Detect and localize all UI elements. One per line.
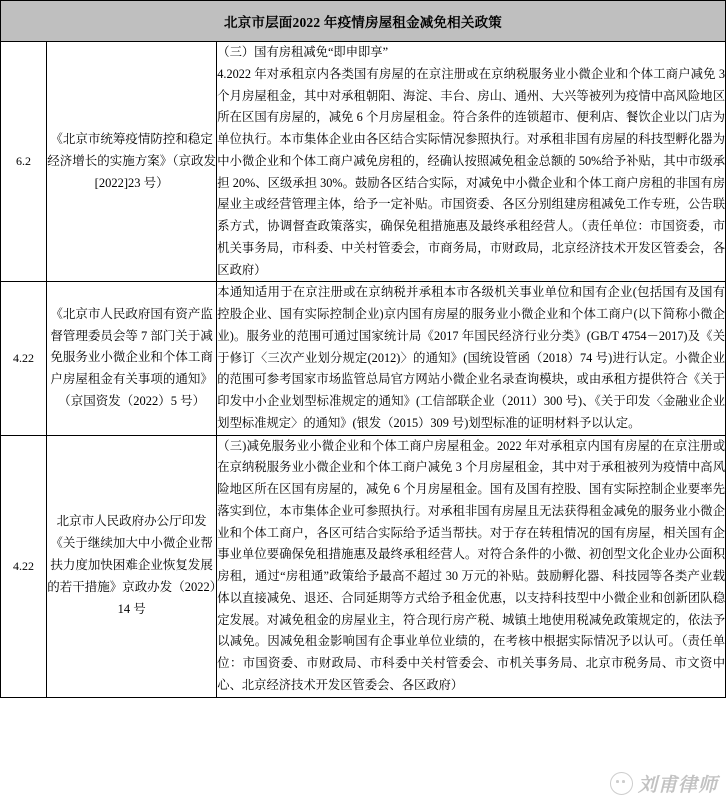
row-content	[217, 42, 726, 282]
row-content	[217, 435, 726, 697]
table-row	[1, 42, 726, 282]
watermark-label: 刘甫律师	[637, 775, 718, 796]
watermark	[610, 770, 718, 797]
row-policy-name: 北京市人民政府办公厅印发《关于继续加大中小微企业帮扶力度加快困难企业恢复发展的若干措施》京政办发（2022）14 号	[47, 435, 217, 697]
row-policy-name: 《北京市统筹疫情防控和稳定经济增长的实施方案》（京政发[2022]23 号）	[47, 42, 217, 282]
table-row	[1, 282, 726, 435]
content-body: 4.2022 年对承租京内各类国有房屋的在京注册或在京纳税服务业小微企业和个体工商户减免 3 个月房屋租金，其中对承租朝阳、海淀、丰台、房山、通州、大兴等被列为疫情中高风险地区所在区国有房屋的，减免 6 个月房屋租金。符合条件的连锁超市、便利店、餐饮企业以门店为单位执行。本市集体企业由各区结合实际情况参照执行。对承租非国有房屋的科技型孵化器为中小微企业和个体工商户减免房租的，经确认按照减免租金总额的 50%给予补贴，其中市级承担 20%、区级承担 30%。鼓励各区结合实际，对减免中小微企业和个体工商户房租的非国有房屋业主或经营管理主体，给予一定补贴。市国资委、各区分别组建房租减免工作专班，公告联系方式，协调督查政策落实，确保免租措施惠及最终承租经营人。（责任单位：市国资委，市机关事务局，市科委、中关村管委会，市商务局，市财政局，北京经济技术开发区管委会，各区政府）	[217, 66, 725, 277]
row-content	[217, 282, 726, 435]
row-date: 4.22	[1, 435, 47, 697]
content-body: 本通知适用于在京注册或在京纳税并承租本市各级机关事业单位和国有企业(包括国有及国有控股企业、国有实际控制企业)京内国有房屋的服务业小微企业和个体工商户(以下简称小微企业)。服务业的范围可通过国家统计局《2017 年国民经济行业分类》(GB/T 4754－2017)及《关于修订〈三次产业划分规定(2012)〉的通知》(国统设管函（2018）74 号)进行认定。小微企业的范围可参考国家市场监管总局官方网站小微企业名录查询模块，或由承租方提供符合《关于印发中小企业划型标准规定的通知》(工信部联企业（2011）300 号)、《关于印发〈金融业企业划型标准规定〉的通知》(银发（2015）309 号)划型标准的证明材料予以认定。	[217, 285, 725, 430]
table-title-row	[1, 1, 726, 42]
row-date: 4.22	[1, 282, 47, 435]
content-body: （三)减免服务业小微企业和个体工商户房屋租金。2022 年对承租京内国有房屋的在京注册或在京纳税服务业小微企业和个体工商户减免 3 个月房屋租金，其中对于承租被列为疫情中高风险地区所在区国有房屋的，减免 6 个月房屋租金。国有及国有控股、国有实际控制企业要率先落实到位，本市集体企业可参照执行。对承租非国有房屋且无法获得租金减免的服务业小微企业和个体工商户，各区可结合实际给予适当帮扶。对于存在转租情况的国有房屋，相关国有企事业单位要确保免租措施惠及最终承租经营人。对符合条件的小微、初创型文化企业办公面积房租，通过“房租通”政策给予最高不超过 30 万元的补贴。鼓励孵化器、科技园等各类产业载体以直接减免、退还、合同延期等方式给予租金优惠，以支持科技型中小微企业和创新团队稳定发展。对减免租金的房屋业主，符合现行房产税、城镇土地使用税减免政策规定的，依法予以减免。因减免租金影响国有企事业单位业绩的，在考核中根据实际情况予以认可。（责任单位：市国资委、市财政局、市科委中关村管委会、市机关事务局、北京市税务局、市文资中心、北京经济技术开发区管委会、各区政府）	[217, 438, 725, 692]
row-policy-name: 《北京市人民政府国有资产监督管理委员会等 7 部门关于减免服务业小微企业和个体工商户房屋租金有关事项的通知》（京国资发（2022）5 号）	[47, 282, 217, 435]
page-title: 北京市层面2022 年疫情房屋租金减免相关政策	[1, 1, 726, 42]
table-row	[1, 435, 726, 697]
wechat-icon	[610, 772, 633, 795]
row-date: 6.2	[1, 42, 47, 282]
content-heading: （三）国有房租减免“即申即享”	[217, 45, 389, 59]
